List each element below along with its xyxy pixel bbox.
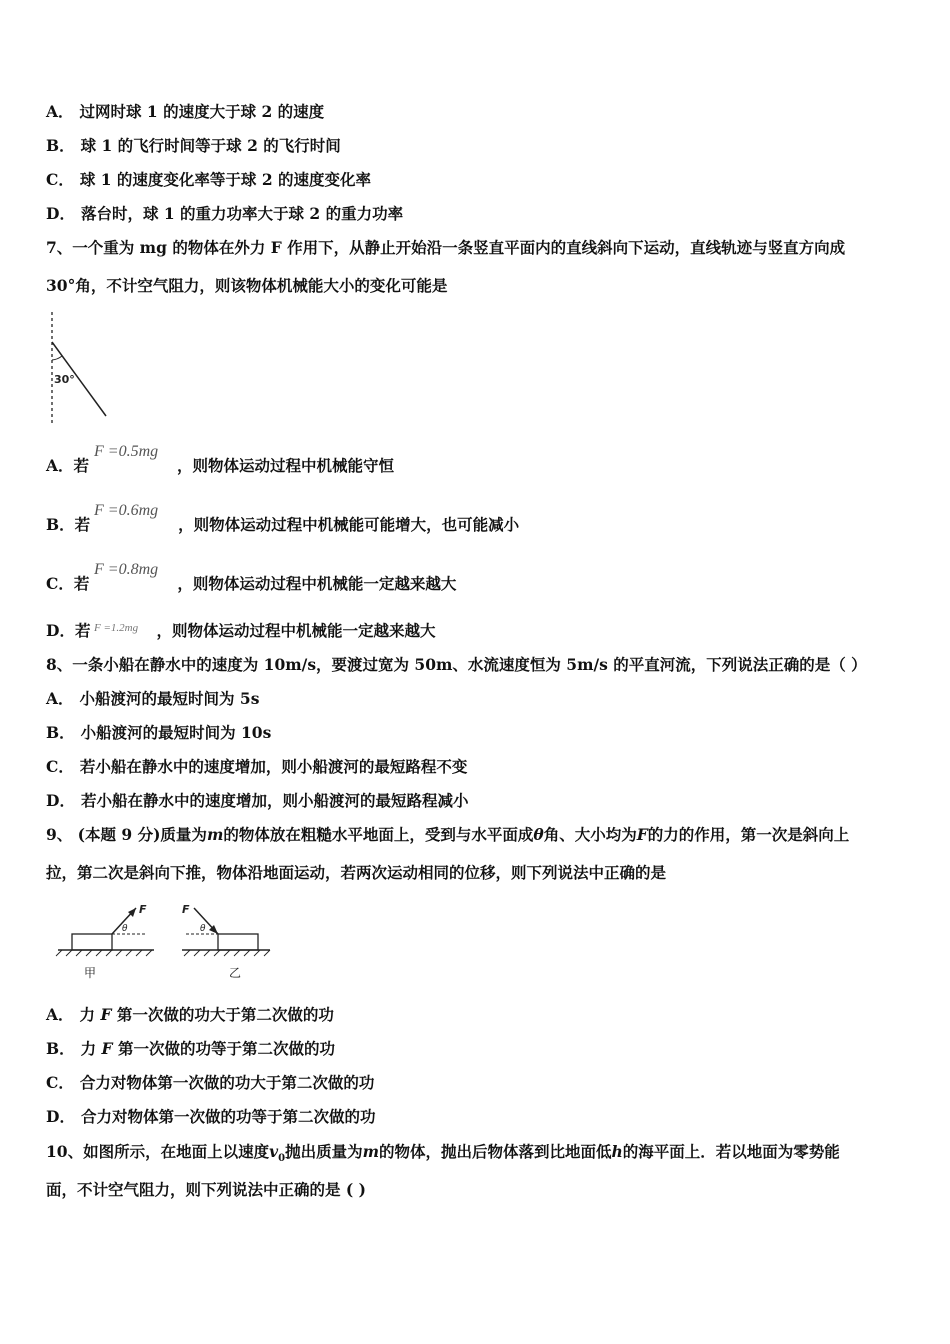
option-pre: 若: [73, 574, 90, 593]
option-pre: 若: [74, 621, 91, 640]
option-label: C．: [46, 170, 74, 189]
option-pre: 若: [73, 456, 90, 475]
angle-label: θ: [122, 924, 128, 934]
q10-stem-line-1: [46, 1142, 840, 1169]
var-v-subscript: 0: [278, 1153, 286, 1165]
q10-stem-part: 10、如图所示，在地面上以速度: [46, 1142, 270, 1161]
option-text: 若小船在静水中的速度增加，则小船渡河的最短路程不变: [79, 757, 468, 776]
angle-label: θ: [200, 924, 206, 934]
angle-label: 30°: [54, 373, 75, 386]
q7-stem-line-1: 7、一个重为 mg 的物体在外力 F 作用下，从静止开始沿一条竖直平面内的直线斜向下运动，直线轨迹与竖直方向成: [46, 238, 846, 257]
option-label: A．: [46, 1005, 74, 1024]
formula-f-0.8mg: F =0.8mg: [94, 561, 159, 578]
q9-option-b[interactable]: [46, 1039, 335, 1059]
force-label: F: [139, 903, 147, 916]
q10-stem-part: 抛出质量为: [285, 1142, 363, 1161]
q9-stem-part: 角、大小均为: [543, 825, 637, 844]
q8-option-a[interactable]: [46, 689, 259, 709]
option-label: D．: [46, 204, 75, 223]
option-text: 合力对物体第一次做的功大于第二次做的功: [79, 1073, 375, 1092]
option-label: B．: [46, 1039, 75, 1058]
option-label: D．: [46, 1107, 75, 1126]
var-f: F: [100, 1005, 112, 1024]
block: [72, 934, 112, 950]
option-text: 小船渡河的最短时间为 5s: [79, 689, 260, 708]
option-label: A．: [46, 456, 74, 475]
option-text: 落台时，球 1 的重力功率大于球 2 的重力功率: [80, 204, 404, 223]
angle-arc: [52, 356, 62, 360]
q9-force-figure: [54, 900, 280, 982]
q9-stem-line-1: [46, 825, 849, 845]
option-label: B．: [46, 136, 75, 155]
option-text: ，则物体运动过程中机械能守恒: [177, 456, 395, 475]
figure-right-push: [182, 903, 270, 980]
formula-f-1.2mg: F =1.2mg: [94, 622, 139, 634]
q8-stem: 8、一条小船在静水中的速度为 10m/s，要渡过宽为 50m、水流速度恒为 5m/s 的平直河流，下列说法正确的是（ ）: [46, 655, 867, 674]
q6-option-b[interactable]: [46, 136, 341, 156]
option-text: 合力对物体第一次做的功等于第二次做的功: [80, 1107, 376, 1126]
var-v: v: [269, 1142, 279, 1161]
option-label: C．: [46, 574, 74, 593]
var-f: F: [101, 1039, 113, 1058]
var-m: m: [206, 825, 224, 844]
q9-stem-line-2: 拉，第二次是斜向下推，物体沿地面运动，若两次运动相同的位移，则下列说法中正确的是: [46, 863, 667, 882]
option-pre: 力: [80, 1039, 97, 1058]
option-text: 第一次做的功等于第二次做的功: [117, 1039, 335, 1058]
option-label: C．: [46, 757, 74, 776]
var-m: m: [362, 1142, 379, 1161]
q9-stem-part: 的力的作用，第一次是斜向上: [647, 825, 850, 844]
formula-f-0.6mg: F =0.6mg: [94, 502, 159, 519]
q10-stem-part: 的物体，抛出后物体落到比地面低: [378, 1142, 612, 1161]
option-label: B．: [46, 515, 75, 534]
option-label: A．: [46, 689, 74, 708]
formula-f-0.5mg: F =0.5mg: [94, 443, 159, 460]
option-label: C．: [46, 1073, 74, 1092]
q7-incline-figure: [44, 308, 110, 426]
var-theta: θ: [533, 825, 544, 844]
caption-left: 甲: [84, 966, 97, 980]
option-text: 若小船在静水中的速度增加，则小船渡河的最短路程减小: [80, 791, 469, 810]
q6-option-c[interactable]: [46, 170, 371, 190]
q6-option-d[interactable]: [46, 204, 403, 224]
q10-stem-line-2: 面，不计空气阻力，则下列说法中正确的是 ( ): [46, 1180, 366, 1199]
option-label: D．: [46, 621, 75, 640]
q8-option-d[interactable]: [46, 791, 468, 811]
option-text: 过网时球 1 的速度大于球 2 的速度: [79, 102, 325, 121]
option-label: B．: [46, 723, 75, 742]
option-text: 球 1 的速度变化率等于球 2 的速度变化率: [79, 170, 371, 189]
option-text: 球 1 的飞行时间等于球 2 的飞行时间: [80, 136, 341, 155]
var-f: F: [636, 825, 648, 844]
force-label: F: [182, 903, 190, 916]
option-text: 小船渡河的最短时间为 10s: [80, 723, 272, 742]
q7-stem-line-2: 30°角，不计空气阻力，则该物体机械能大小的变化可能是: [46, 276, 448, 295]
option-text: ，则物体运动过程中机械能可能增大，也可能减小: [178, 515, 520, 534]
q9-stem-part: 9、 (本题 9 分)质量为: [46, 825, 207, 844]
q8-option-c[interactable]: [46, 757, 467, 777]
caption-right: 乙: [229, 966, 242, 980]
q9-option-a[interactable]: [46, 1005, 334, 1025]
q6-option-a[interactable]: [46, 102, 324, 122]
option-text: 第一次做的功大于第二次做的功: [116, 1005, 334, 1024]
q9-stem-part: 的物体放在粗糙水平地面上，受到与水平面成: [223, 825, 534, 844]
option-text: ，则物体运动过程中机械能一定越来越大: [177, 574, 457, 593]
q9-option-c[interactable]: [46, 1073, 374, 1093]
block: [218, 934, 258, 950]
q10-stem-part: 的海平面上．若以地面为零势能: [622, 1142, 840, 1161]
figure-left-pull: [56, 903, 154, 980]
q8-option-b[interactable]: [46, 723, 271, 743]
option-pre: 若: [74, 515, 91, 534]
option-pre: 力: [79, 1005, 96, 1024]
option-label: A．: [46, 102, 74, 121]
option-text: ，则物体运动过程中机械能一定越来越大: [156, 621, 436, 640]
var-h: h: [611, 1142, 623, 1161]
option-label: D．: [46, 791, 75, 810]
q9-option-d[interactable]: [46, 1107, 375, 1127]
